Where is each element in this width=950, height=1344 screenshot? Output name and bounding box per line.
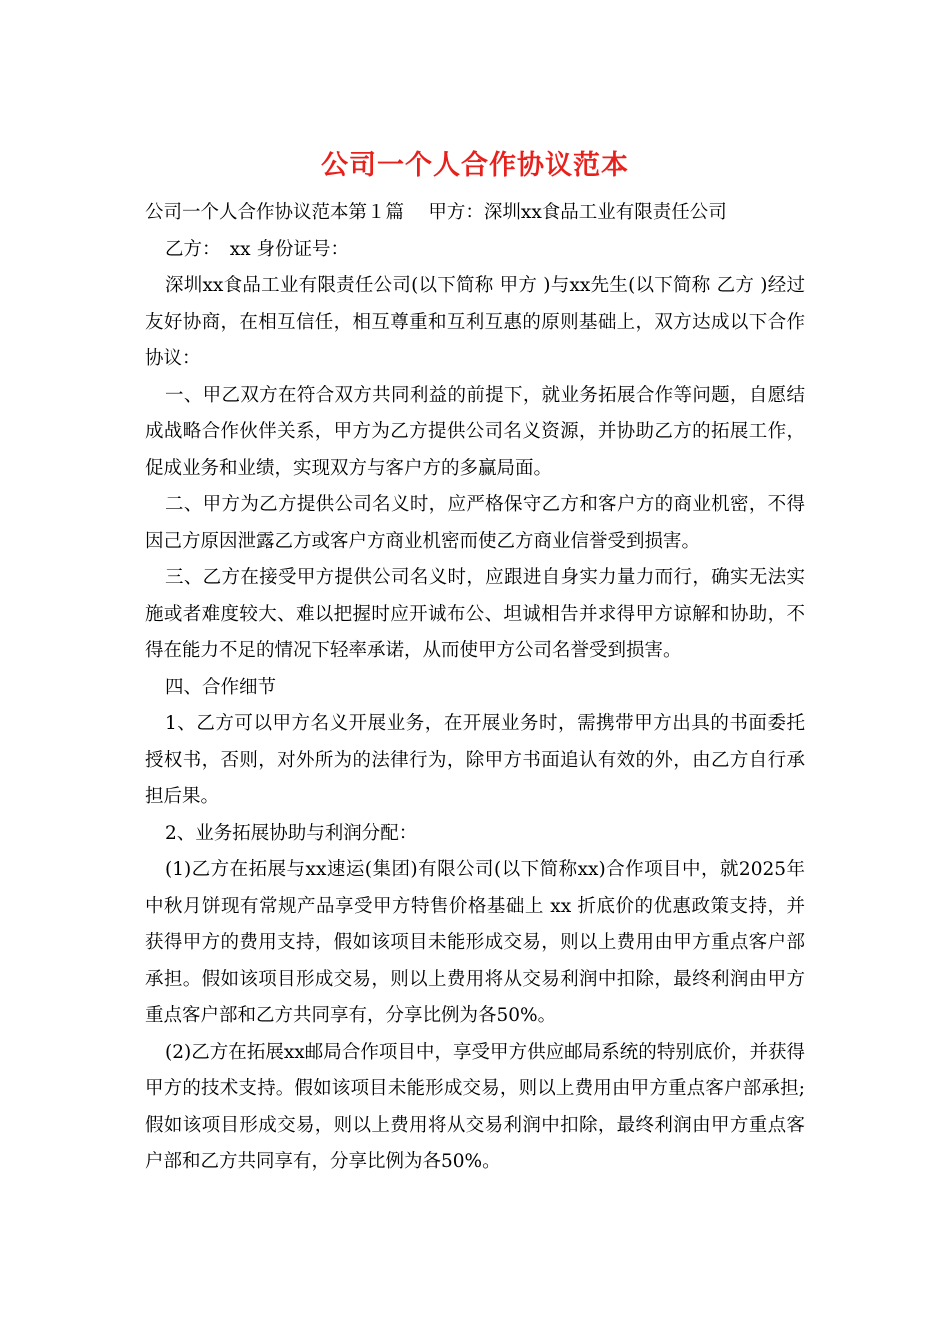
paragraph-detail-2-1: (1)乙方在拓展与xx速运(集团)有限公司(以下简称xx)合作项目中，就2025年中秋月饼现有常规产品享受甲方特售价格基础上 xx 折底价的优惠政策支持，并获得甲方的费用支持，假如该项目未能形成交易，则以上费用由甲方重点客户部承担。假如该项目形成交易，则以上费用将从交易利润中扣除，最终利润由甲方重点客户部和乙方共同享有，分享比例为各50%。 (145, 859, 805, 1026)
paragraph-intro: 公司一个人合作协议范本第１篇 甲方：深圳xx食品工业有限责任公司 (145, 202, 727, 223)
paragraph-party-b: 乙方： xx 身份证号： (165, 238, 349, 260)
paragraph-clause-4-heading: 四、合作细节 (165, 676, 277, 698)
paragraph-clause-3: 三、乙方在接受甲方提供公司名义时，应跟进自身实力量力而行，确实无法实施或者难度较大、难以把握时应开诚布公、坦诚相告并求得甲方谅解和协助，不得在能力不足的情况下轻率承诺，从而使甲方公司名誉受到损害。 (145, 567, 805, 661)
paragraph-clause-2: 二、甲方为乙方提供公司名义时，应严格保守乙方和客户方的商业机密，不得因己方原因泄露乙方或客户方商业机密而使乙方商业信誉受到损害。 (145, 494, 805, 552)
paragraph-detail-1: 1、乙方可以甲方名义开展业务，在开展业务时，需携带甲方出具的书面委托授权书，否则，对外所为的法律行为，除甲方书面追认有效的外，由乙方自行承担后果。 (145, 713, 805, 807)
document-title: 公司一个人合作协议范本 (321, 150, 629, 181)
document-body (145, 195, 805, 1181)
paragraph-clause-1: 一、甲乙双方在符合双方共同利益的前提下，就业务拓展合作等问题，自愿结成战略合作伙伴关系，甲方为乙方提供公司名义资源，并协助乙方的拓展工作，促成业务和业绩，实现双方与客户方的多赢局面。 (145, 384, 805, 479)
paragraph-preamble: 深圳xx食品工业有限责任公司(以下简称 甲方 )与xx先生(以下简称 乙方 )经过友好协商，在相互信任，相互尊重和互利互惠的原则基础上，双方达成以下合作协议： (145, 275, 805, 369)
paragraph-detail-2: 2、业务拓展协助与利润分配： (165, 822, 418, 844)
paragraph-detail-2-2: (2)乙方在拓展xx邮局合作项目中，享受甲方供应邮局系统的特别底价，并获得甲方的技术支持。假如该项目未能形成交易，则以上费用由甲方重点客户部承担;假如该项目形成交易，则以上费用将从交易利润中扣除，最终利润由甲方重点客户部和乙方共同享有，分享比例为各50%。 (145, 1041, 805, 1172)
